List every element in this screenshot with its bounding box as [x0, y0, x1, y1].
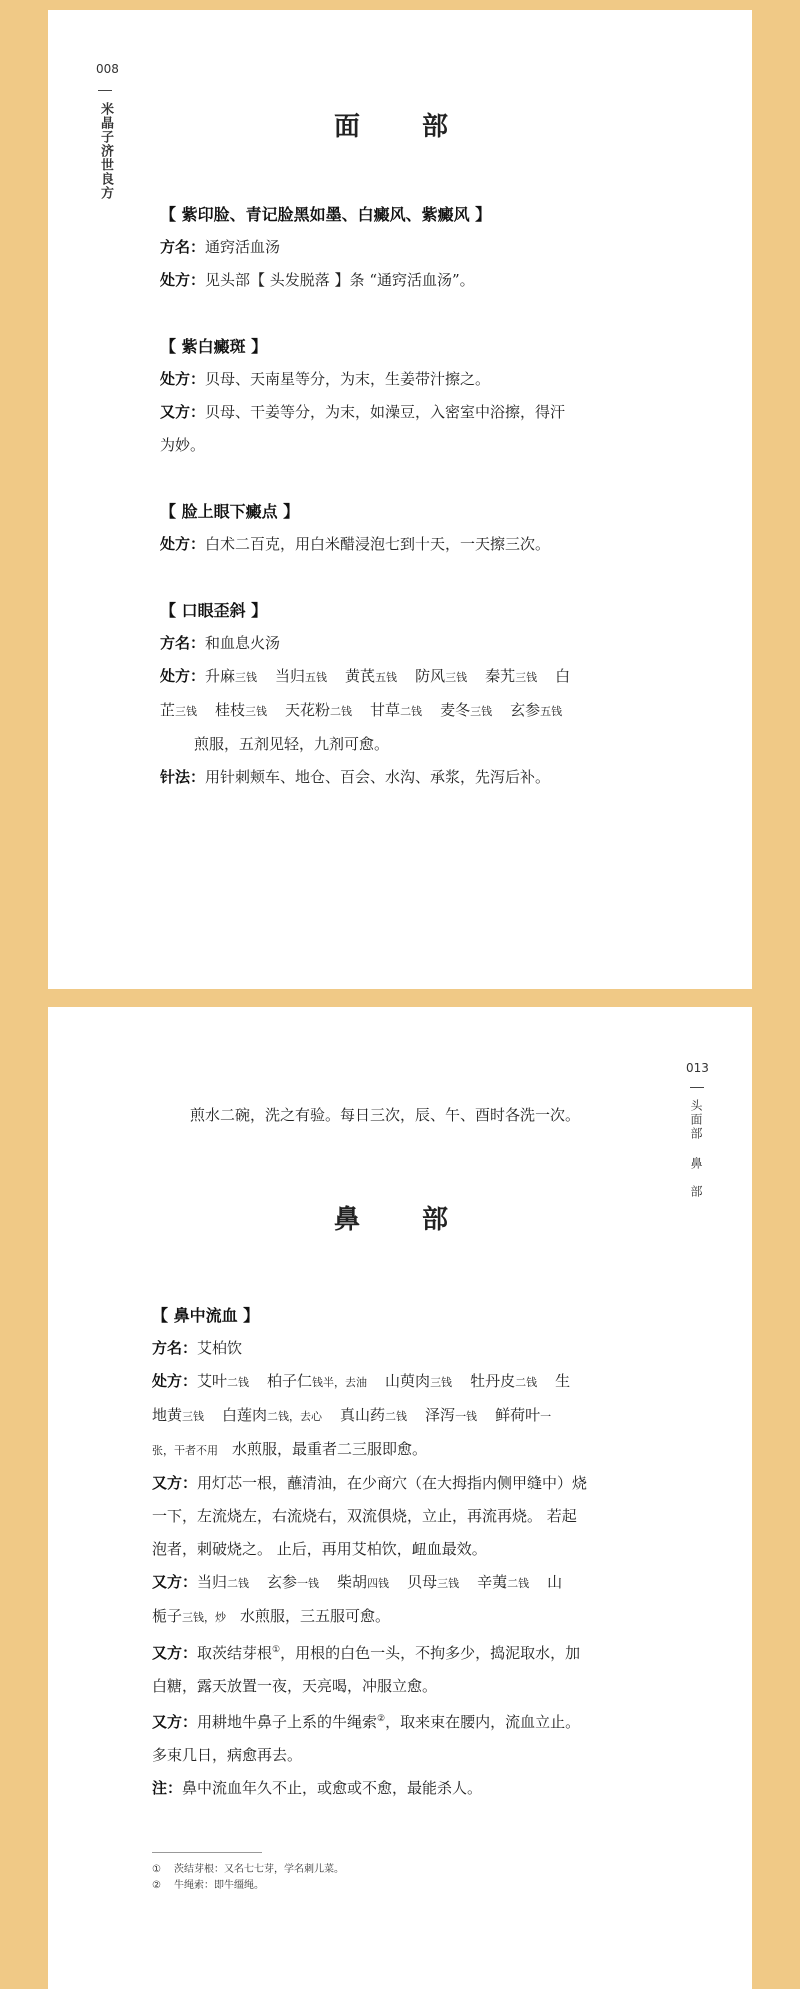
text: 水煎服，最重者二三服即愈。	[232, 1440, 428, 1458]
herb-item	[485, 667, 537, 685]
continuation	[160, 429, 720, 462]
text: 贝母、天南星等分，为末，生姜带汁擦之。	[205, 370, 491, 388]
text: 一下，左流烧左，右流烧右，双流俱烧，立止，再流再烧。 若起	[152, 1507, 577, 1525]
herb-name: 贝母	[407, 1573, 438, 1591]
section-title: 面 部	[333, 112, 466, 142]
divider	[690, 1087, 704, 1088]
prescription-row	[160, 264, 720, 297]
dosage: 钱半，去油	[312, 1376, 368, 1389]
herb-name: 柴胡	[337, 1573, 368, 1591]
prescription-row	[160, 528, 720, 561]
herb-item	[285, 701, 352, 719]
dosage: 二钱	[227, 1376, 250, 1389]
dosage: 三钱	[430, 1376, 453, 1389]
dosage: 二钱	[515, 1376, 538, 1389]
herb-item	[197, 1573, 249, 1591]
footnote-text: 茨结芽根：又名七七芽，学名刺儿菜。	[174, 1864, 344, 1875]
entry-facial-palsy	[160, 594, 730, 794]
text: 泡者，刺破烧之。 止后，再用艾柏饮，衄血最效。	[152, 1540, 487, 1558]
alt-prescription-row	[152, 1703, 722, 1739]
label: 处方：	[160, 370, 206, 388]
dosage: 三钱	[437, 1577, 460, 1590]
dosage: 一钱	[297, 1577, 320, 1590]
herb-item	[470, 1372, 537, 1390]
herb-name: 柏子仁	[267, 1372, 313, 1390]
label: 处方：	[152, 1372, 198, 1390]
text: 鲜荷叶	[495, 1406, 541, 1424]
dosage: 二钱	[400, 705, 423, 718]
footnote-text: 牛绳索：即牛缰绳。	[174, 1880, 264, 1891]
dosage: 二钱	[385, 1410, 408, 1423]
herb-name: 防风	[415, 667, 446, 685]
herb-name: 芷	[160, 701, 176, 719]
entry-heading: 【 紫印脸、青记脸黑如墨、白癜风、紫癜风 】	[160, 205, 492, 224]
herb-line	[160, 694, 730, 728]
herb-item	[477, 1573, 529, 1591]
herb-list	[197, 1573, 547, 1591]
text: 取茨结芽根	[197, 1644, 273, 1662]
herb-item	[425, 1406, 477, 1424]
herb-name: 玄参	[510, 701, 541, 719]
label: 处方：	[160, 667, 206, 685]
entry-heading: 【 脸上眼下癜点 】	[160, 502, 300, 521]
chapter-title: 头面部	[689, 1099, 703, 1141]
text: 通窍活血汤	[205, 238, 281, 256]
text: 生	[555, 1372, 571, 1390]
herb-name: 辛荑	[477, 1573, 508, 1591]
section-title: 鼻 部	[333, 1205, 466, 1235]
herb-list	[205, 667, 555, 685]
dosage: 三钱	[470, 705, 493, 718]
herb-item	[267, 1573, 319, 1591]
dosage: 一钱	[455, 1410, 478, 1423]
dosage: 二钱	[330, 705, 353, 718]
label: 又方：	[160, 403, 206, 421]
herb-name: 升麻	[205, 667, 236, 685]
prescription-row	[160, 660, 730, 694]
herb-line	[152, 1433, 722, 1467]
text: 鼻中流血年久不止，或愈或不愈，最能杀人。	[182, 1779, 483, 1797]
dosage: 三钱	[445, 671, 468, 684]
herb-list	[160, 701, 580, 719]
herb-item	[345, 667, 397, 685]
label: 又方：	[152, 1474, 198, 1492]
herb-item	[205, 667, 257, 685]
acupuncture-row	[160, 761, 730, 794]
text: 为妙。	[160, 436, 206, 454]
dosage: 三钱	[175, 705, 198, 718]
label: 针法：	[160, 768, 206, 786]
text: 用耕地牛鼻子上系的牛绳索	[197, 1713, 378, 1731]
herb-name: 泽泻	[425, 1406, 456, 1424]
page-number: 008	[96, 62, 119, 76]
text: 白	[555, 667, 571, 685]
label: 注：	[152, 1779, 183, 1797]
herb-item	[340, 1406, 407, 1424]
text: 煎服，五剂见轻，九剂可愈。	[194, 735, 390, 753]
book-page-left	[48, 10, 752, 989]
herb-name: 黄芪	[345, 667, 376, 685]
dosage: 三钱	[235, 671, 258, 684]
entry-heading: 【 口眼歪斜 】	[160, 601, 268, 620]
dosage: 三钱	[515, 671, 538, 684]
label: 方名：	[152, 1339, 198, 1357]
herb-name: 当归	[275, 667, 306, 685]
alt-prescription-row	[152, 1467, 722, 1500]
herb-item	[160, 701, 197, 719]
herb-name: 地黄	[152, 1406, 183, 1424]
alt-prescription-row	[152, 1634, 722, 1670]
prescription-row	[152, 1365, 722, 1399]
label: 方名：	[160, 634, 206, 652]
prescription-row	[160, 363, 720, 396]
footnote-mark: ②	[152, 1880, 161, 1891]
recipe-name-row	[160, 627, 730, 660]
herb-name: 麦冬	[440, 701, 471, 719]
label: 处方：	[160, 535, 206, 553]
label: 又方：	[152, 1644, 198, 1662]
footnote-ref[interactable]: ①	[272, 1645, 281, 1655]
dosage: 四钱	[367, 1577, 390, 1590]
herb-item	[337, 1573, 389, 1591]
footnote-mark: ①	[152, 1864, 161, 1875]
dosage: 张，干者不用	[152, 1444, 218, 1457]
alt-prescription-row	[160, 396, 720, 429]
section-side-title: 鼻 部	[689, 1157, 703, 1199]
text: 白术二百克，用白米醋浸泡七到十天，一天擦三次。	[205, 535, 551, 553]
continuation	[152, 1533, 722, 1566]
text: 和血息火汤	[205, 634, 281, 652]
dosage: 五钱	[375, 671, 398, 684]
herb-item	[275, 667, 327, 685]
usage-note	[160, 728, 730, 761]
book-title: 米晶子济世良方	[98, 102, 113, 200]
text: ，取来束在腰内，流血立止。	[385, 1713, 581, 1731]
herb-item	[407, 1573, 459, 1591]
continuation	[152, 1500, 722, 1533]
herb-item	[370, 701, 422, 719]
entry-face-spots	[160, 495, 720, 561]
label: 处方：	[160, 271, 206, 289]
recipe-name-row	[152, 1332, 722, 1365]
herb-name: 白莲肉	[222, 1406, 268, 1424]
divider	[98, 90, 112, 91]
herb-list	[197, 1372, 555, 1390]
entry-purple-white-spots	[160, 330, 720, 462]
dosage: 二钱	[507, 1577, 530, 1590]
text: 煎水二碗，洗之有验。每日三次，辰、午、酉时各洗一次。	[190, 1106, 581, 1124]
entry-nosebleed	[152, 1299, 722, 1805]
text: 白糖，露天放置一夜，天亮喝，冲服立愈。	[152, 1677, 438, 1695]
text: 见头部【 头发脱落 】条 “通窍活血汤”。	[205, 271, 475, 289]
herb-item	[222, 1406, 322, 1424]
herb-line	[152, 1399, 722, 1433]
dosage: 二钱	[227, 1577, 250, 1590]
herb-name: 当归	[197, 1573, 228, 1591]
footnote-1	[152, 1862, 344, 1878]
label: 又方：	[152, 1713, 198, 1731]
continuation	[152, 1670, 722, 1703]
herb-name: 甘草	[370, 701, 401, 719]
entry-heading: 【 鼻中流血 】	[152, 1306, 260, 1325]
dosage: 三钱	[245, 705, 268, 718]
label: 方名：	[160, 238, 206, 256]
book-page-right	[48, 1007, 752, 1989]
page-number: 013	[686, 1061, 709, 1075]
dosage: 五钱	[305, 671, 328, 684]
dosage: 三钱，炒	[182, 1611, 227, 1624]
entry-heading: 【 紫白癜斑 】	[160, 337, 268, 356]
footnote-2	[152, 1878, 344, 1894]
text: 山	[547, 1573, 563, 1591]
herb-name: 艾叶	[197, 1372, 228, 1390]
text: 用针刺颊车、地仓、百会、水沟、承浆，先泻后补。	[205, 768, 551, 786]
note-row	[152, 1772, 722, 1805]
herb-item	[152, 1406, 204, 1424]
recipe-name-row	[160, 231, 720, 264]
herb-item	[385, 1372, 452, 1390]
continuation	[152, 1739, 722, 1772]
herb-name: 真山药	[340, 1406, 386, 1424]
herb-name: 牡丹皮	[470, 1372, 516, 1390]
entry-purple-face	[160, 198, 720, 297]
herb-name: 玄参	[267, 1573, 298, 1591]
herb-line	[152, 1600, 722, 1634]
herb-name: 桂枝	[215, 701, 246, 719]
dosage: 五钱	[540, 705, 563, 718]
continued-text	[190, 1099, 690, 1132]
herb-item	[215, 701, 267, 719]
herb-item	[510, 701, 562, 719]
herb-list	[152, 1406, 495, 1424]
herb-item	[267, 1372, 367, 1390]
text: 水煎服，三五服可愈。	[240, 1607, 391, 1625]
herb-name: 栀子	[152, 1607, 183, 1625]
herb-name: 天花粉	[285, 701, 331, 719]
herb-name: 山萸肉	[385, 1372, 431, 1390]
alt-prescription-row	[152, 1566, 722, 1600]
dosage: 一	[540, 1410, 552, 1423]
herb-name: 秦艽	[485, 667, 516, 685]
text: 用灯芯一根，蘸清油，在少商穴（在大拇指内侧甲缝中）烧	[197, 1474, 588, 1492]
dosage: 三钱	[182, 1410, 205, 1423]
text: ，用根的白色一头，不拘多少，捣泥取水，加	[280, 1644, 581, 1662]
text: 艾柏饮	[197, 1339, 243, 1357]
label: 又方：	[152, 1573, 198, 1591]
footnotes	[152, 1862, 344, 1894]
herb-item	[440, 701, 492, 719]
dosage: 二钱，去心	[267, 1410, 323, 1423]
herb-item	[197, 1372, 249, 1390]
text: 多束几日，病愈再去。	[152, 1746, 303, 1764]
footnote-ref[interactable]: ②	[377, 1714, 386, 1724]
herb-item	[415, 667, 467, 685]
footnote-divider	[152, 1852, 262, 1853]
text: 贝母、干姜等分，为末，如澡豆，入密室中浴擦，得汗	[205, 403, 566, 421]
